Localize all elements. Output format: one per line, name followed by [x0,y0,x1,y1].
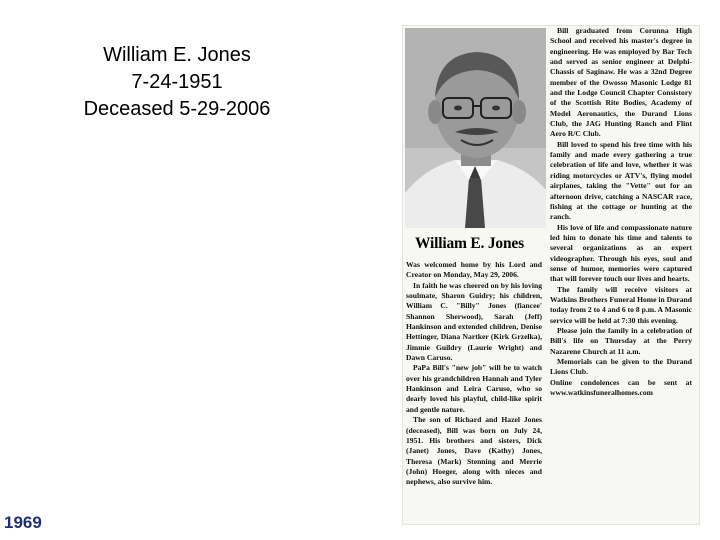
portrait-photo [405,28,546,228]
obituary-headline: William E. Jones [415,235,524,252]
obituary-paragraph: Online condolences can be sent at www.watkinsfuneralhomes.com [550,377,692,398]
obituary-paragraph: Bill graduated from Corunna High School and received his master's degree in engineering. He was employed by Bar Tech and served as senior engineer at Delphi-Chassis of Saginaw. He was a 32nd Degree member of the Owosso Masonic Lodge 81 and the Lodge Council Chapter Consistory of the Scottish Rite Bodies, Academy of Model Aeronautics, the Durand Lions Club, the JAG Hunting Ranch and Flint Aero R/C Club. [550,26,692,139]
death-date: Deceased 5-29-2006 [83,98,271,120]
birth-date: 7-24-1951 [131,71,223,93]
portrait-image [405,28,546,228]
obituary-paragraph: PaPa Bill's "new job" will be to watch over his grandchildren Hannah and Tyler Hankinson and Leira Caruso, who so dearly loved his playful, child-like spirit and gentle nature. [406,363,542,414]
obituary-paragraph: Bill loved to spend his free time with his family and made every gathering a true celebration of life and love, whether it was riding motorcycles or ATV's, flying model airplanes, taking the "Vette" out for an afternoon drive, catching a NASCAR race, fishing at the cottage or hunting at the ranch. [550,139,692,222]
obituary-paragraph: The family will receive visitors at Watkins Brothers Funeral Home in Durand today from 2 to 4 and 6 to 8 p.m. A Masonic service will be held at 7:30 this evening. [550,284,692,325]
obituary-right-column [550,26,692,398]
obituary-paragraph: Please join the family in a celebration of Bill's life on Thursday at the Perry Nazarene Church at 11 a.m. [550,325,692,356]
obituary-paragraph: The son of Richard and Hazel Jones (deceased), Bill was born on July 24, 1951. His brothers and sisters, Dick (Janet) Jones, Dave (Kathy) Jones, Theresa (Mark) Stenning and Merrie (John) Hoeger, along with nieces and nephews, also survive him. [406,415,542,487]
obituary-paragraph: Was welcomed home by his Lord and Creator on Monday, May 29, 2006. [406,260,542,280]
memorial-header [52,42,302,123]
obituary-left-column [406,260,542,488]
obituary-paragraph: In faith he was cheered on by his loving soulmate, Sharon Guidry; his children, William C. "Billy" Jones (fiancee' Shannon Sherwood), Sarah (Jeff) Hankinson and extended children, Denise Hettinger, Diana Nartker (Kirk Grzelka), Jimmie Guildry (Laurie Wright) and Dawn Caruso. [406,280,542,363]
year-label: 1969 [4,513,42,532]
obituary-paragraph: Memorials can be given to the Durand Lions Club. [550,357,692,377]
obituary-clipping [403,26,699,524]
obituary-paragraph: His love of life and compassionate nature led him to donate his time and talents to several organizations as an expert videographer. Through his eyes, soul and sense of humor, memories were captured that will forever touch our lives and hearts. [550,222,692,284]
person-name: William E. Jones [103,44,251,66]
